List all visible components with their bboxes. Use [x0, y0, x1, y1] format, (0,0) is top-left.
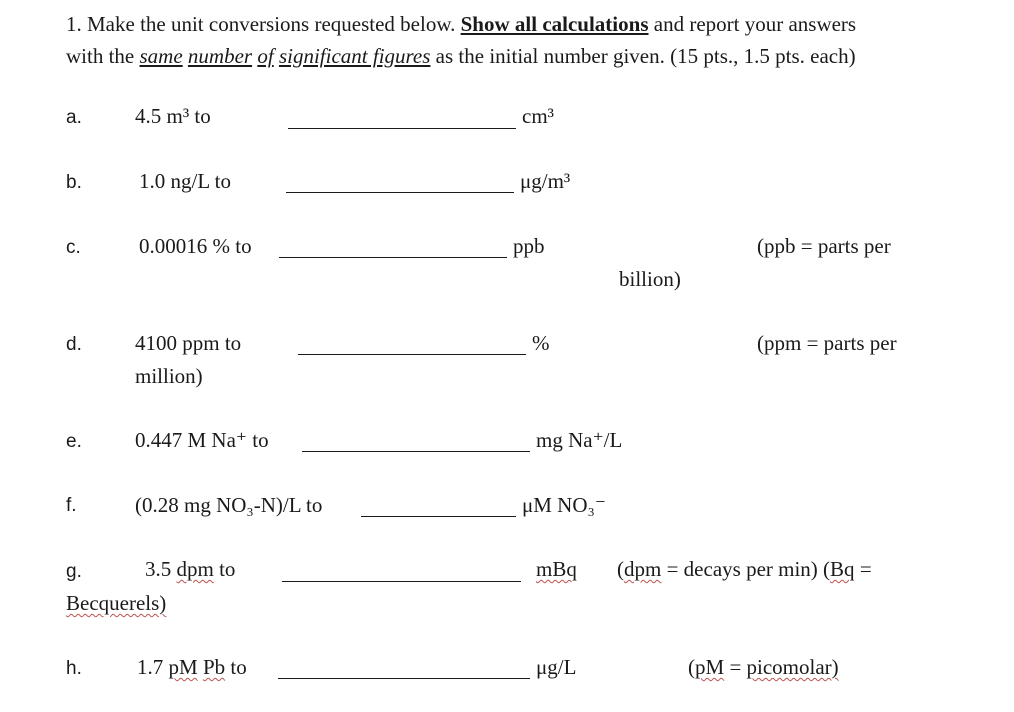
- item-g-note-mid: = decays per min) (: [666, 557, 831, 581]
- item-h-given-pm: pM: [168, 655, 198, 679]
- instructions-line2-post: as the initial number given. (15 pts., 1.5 pts. each): [435, 44, 856, 68]
- item-d-note: (ppm = parts per: [757, 331, 897, 355]
- item-f-given: (0.28 mg NO₃-N)/L to: [135, 493, 323, 517]
- item-g-to: to: [219, 557, 236, 581]
- item-h-note-word: picomolar): [746, 655, 839, 679]
- item-c-note-continued: billion): [619, 267, 681, 291]
- item-g-note-continued: Becquerels): [66, 591, 167, 615]
- item-g-note-eq: =: [859, 557, 872, 581]
- item-d-given: 4100 ppm to: [135, 331, 242, 355]
- item-d-label: d.: [66, 334, 82, 355]
- item-h-label: h.: [66, 658, 82, 679]
- instructions-lead: 1. Make the unit conversions requested below.: [66, 12, 456, 36]
- item-b-given: 1.0 ng/L to: [139, 169, 231, 193]
- item-e-label: e.: [66, 431, 82, 452]
- item-h-note-pm: pM: [695, 655, 725, 679]
- item-a-answer-blank[interactable]: [288, 128, 516, 129]
- item-g-label: g.: [66, 561, 82, 582]
- item-h-note-open: (: [688, 655, 695, 679]
- item-h-answer-blank[interactable]: [278, 678, 530, 679]
- instructions-same: same: [139, 44, 183, 68]
- instructions-line-1: [66, 8, 856, 40]
- item-e-given: 0.447 M Na⁺ to: [135, 428, 269, 452]
- item-c-given: 0.00016 % to: [139, 234, 252, 258]
- item-h-note: [688, 655, 839, 679]
- instructions-of: of: [257, 44, 274, 68]
- item-g-unit: mBq: [536, 557, 577, 581]
- instructions-emphasis: Show all calculations: [460, 12, 649, 36]
- item-h-note-mid: =: [729, 655, 742, 679]
- item-h-given: [137, 655, 247, 679]
- item-g-note-dpm: dpm: [624, 557, 662, 581]
- item-c-note: (ppb = parts per: [757, 234, 891, 258]
- instructions-number: number: [187, 44, 253, 68]
- instructions-line2-pre: with the: [66, 44, 135, 68]
- item-g-note: [617, 557, 872, 581]
- item-e-answer-blank[interactable]: [302, 451, 530, 452]
- instructions-mid: and report your answers: [653, 12, 857, 36]
- item-a-given: 4.5 m³ to: [135, 104, 211, 128]
- item-b-label: b.: [66, 172, 82, 193]
- item-h-value: 1.7: [137, 655, 164, 679]
- item-c-answer-blank[interactable]: [279, 257, 507, 258]
- item-g-value: 3.5: [145, 557, 172, 581]
- item-c-unit: ppb: [513, 234, 545, 258]
- item-b-answer-blank[interactable]: [286, 192, 514, 193]
- item-f-answer-blank[interactable]: [361, 516, 516, 517]
- item-g-given-unit: dpm: [176, 557, 214, 581]
- item-a-unit: cm³: [522, 104, 554, 128]
- item-h-unit: μg/L: [536, 655, 577, 679]
- item-d-answer-blank[interactable]: [298, 354, 526, 355]
- item-g-given: [145, 557, 235, 581]
- item-g-answer-blank[interactable]: [282, 581, 521, 582]
- item-g-note-open: (: [617, 557, 624, 581]
- item-f-unit: μM NO₃⁻: [522, 493, 606, 517]
- item-a-label: a.: [66, 107, 82, 128]
- instructions-line-2: [66, 40, 856, 72]
- item-d-unit: %: [532, 331, 550, 355]
- item-h-to: to: [230, 655, 247, 679]
- item-c-label: c.: [66, 237, 81, 258]
- item-b-unit: μg/m³: [520, 169, 571, 193]
- item-h-given-pb: Pb: [202, 655, 226, 679]
- item-d-note-continued: million): [135, 364, 203, 388]
- instructions-significant-figures: significant figures: [278, 44, 431, 68]
- item-g-note-bq: Bq: [830, 557, 855, 581]
- item-f-label: f.: [66, 495, 77, 516]
- item-e-unit: mg Na⁺/L: [536, 428, 623, 452]
